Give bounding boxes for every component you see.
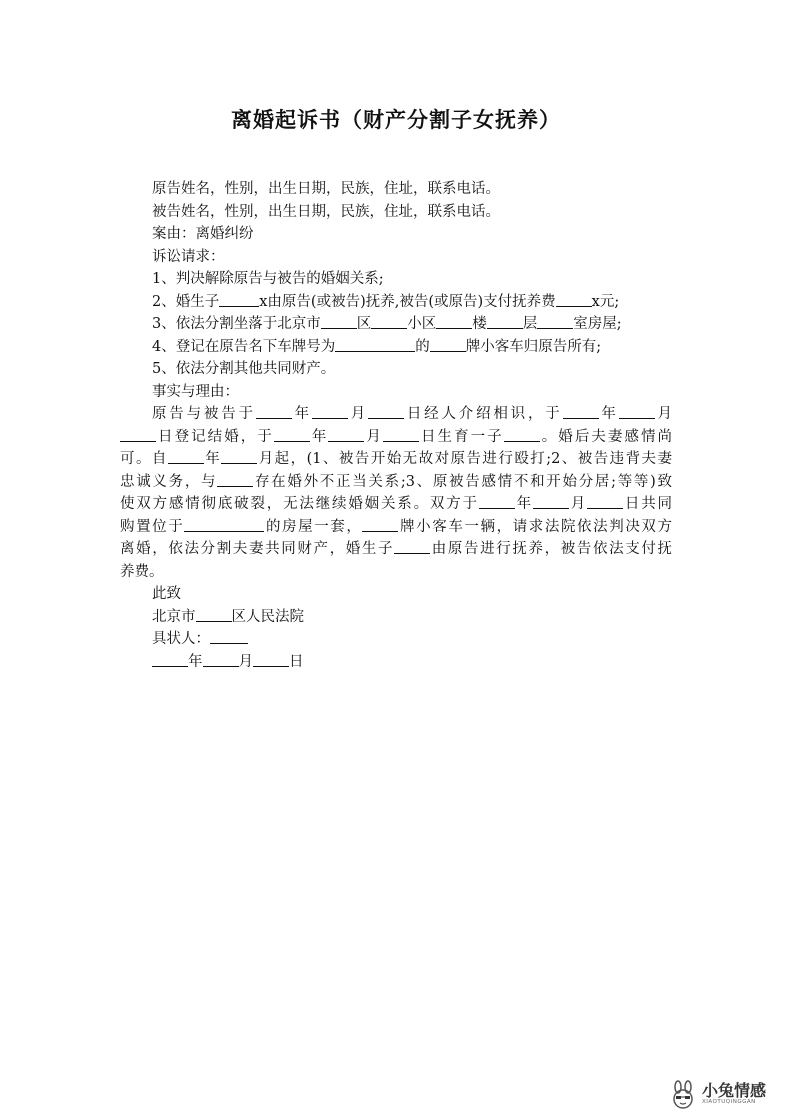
blank-line xyxy=(537,314,573,329)
blank-line xyxy=(321,314,357,329)
blank-line xyxy=(217,472,253,487)
facts-text: 牌小客车一辆，请求法院依法判决双方 xyxy=(398,518,673,535)
document-body xyxy=(120,178,672,673)
facts-text: 忠诚义务，与 xyxy=(120,473,218,490)
date-text: 日 xyxy=(289,653,304,670)
blank-line xyxy=(371,314,407,329)
claim-item-3 xyxy=(120,313,672,336)
blank-line xyxy=(328,427,364,442)
blank-line xyxy=(479,494,515,509)
claim-text: x由原告(或被告)抚养,被告(或原告)支付抚养费 xyxy=(259,293,556,310)
claim-text: 室房屋; xyxy=(573,316,622,332)
blank-line xyxy=(210,629,248,644)
blank-line xyxy=(587,494,623,509)
facts-text: 年 xyxy=(291,406,312,422)
facts-text: 日经人介绍相识，于 xyxy=(404,406,563,422)
blank-line xyxy=(196,607,232,622)
blank-line xyxy=(152,652,188,667)
facts-text: 存在婚外不正当关系;3、原被告感情不和开始分居;等等)致 xyxy=(253,473,673,490)
blank-line xyxy=(362,517,398,532)
facts-text: 年 xyxy=(309,428,329,445)
plaintiff-line: 原告姓名，性别，出生日期，民族，住址，联系电话。 xyxy=(152,181,500,197)
blank-line xyxy=(120,427,156,442)
document-title: 离婚起诉书（财产分割子女抚养） xyxy=(231,108,561,132)
facts-text: 日共同 xyxy=(623,496,673,512)
facts-line-8: 养费。 xyxy=(120,563,164,580)
claim-text: 牌小客车归原告所有; xyxy=(465,338,602,355)
blank-line xyxy=(221,449,257,464)
claim-text: 的 xyxy=(415,338,430,355)
blank-line xyxy=(436,314,472,329)
blank-line xyxy=(168,449,204,464)
facts-line-4 xyxy=(120,471,672,494)
blank-line xyxy=(219,292,259,307)
watermark-sub: XIAOTUQINGGAN xyxy=(702,1099,756,1105)
facts-text: 日登记结婚，于 xyxy=(156,428,274,445)
blank-line xyxy=(394,539,430,554)
facts-text: 离婚，依法分割夫妻共同财产，婚生子 xyxy=(120,541,395,557)
blank-line xyxy=(556,292,592,307)
facts-text: 可。自 xyxy=(120,451,168,467)
court-text: 区人民法院 xyxy=(231,608,304,625)
claim-text: 4、登记在原告名下车牌号为 xyxy=(152,338,336,355)
closing-court xyxy=(120,606,672,629)
facts-text: 月起，(1、被告开始无故对原告进行殴打;2、被告违背夫妻 xyxy=(257,451,672,467)
claim-text: 2、婚生子 xyxy=(152,293,220,310)
facts-line-2 xyxy=(120,426,672,449)
blank-line xyxy=(312,404,348,419)
claim-item-5: 5、依法分割其他共同财产。 xyxy=(152,361,336,377)
facts-text: 月 xyxy=(568,496,588,512)
claim-text: x元; xyxy=(591,293,620,310)
facts-text: 购置位于 xyxy=(120,518,185,535)
facts-line-7 xyxy=(120,538,672,561)
watermark-name: 小兔情感 xyxy=(702,1081,767,1100)
claim-text: 层 xyxy=(522,316,538,332)
facts-line-1 xyxy=(120,403,672,426)
facts-line-3 xyxy=(120,448,672,471)
facts-text: 。婚后夫妻感情尚 xyxy=(539,428,673,445)
facts-text: 月 xyxy=(654,406,673,422)
rabbit-logo-icon xyxy=(668,1080,698,1110)
date-text: 月 xyxy=(238,653,253,670)
facts-text: 月 xyxy=(347,406,369,422)
facts-text: 月 xyxy=(364,428,383,445)
facts-line-5 xyxy=(120,493,672,516)
closing-to: 此致 xyxy=(152,586,181,602)
blank-line xyxy=(430,337,466,352)
watermark xyxy=(668,1078,778,1112)
claims-heading: 诉讼请求： xyxy=(152,248,225,265)
claim-text: 区 xyxy=(356,316,372,332)
facts-text: 由原告进行抚养，被告依法支付抚 xyxy=(430,541,672,557)
claim-item-1: 1、判决解除原告与被告的婚姻关系; xyxy=(152,271,384,287)
blank-line xyxy=(203,652,239,667)
claim-item-2 xyxy=(120,291,672,314)
facts-text: 的房屋一套， xyxy=(264,518,363,535)
blank-line xyxy=(274,427,310,442)
blank-line xyxy=(256,404,292,419)
blank-line xyxy=(253,652,289,667)
claim-text: 小区 xyxy=(407,316,437,332)
facts-line-6 xyxy=(120,516,672,539)
closing-signer xyxy=(120,628,672,651)
claim-text: 3、依法分割坐落于北京市 xyxy=(152,316,321,332)
blank-line xyxy=(563,404,599,419)
court-text: 北京市 xyxy=(152,608,196,625)
facts-heading: 事实与理由： xyxy=(152,383,239,400)
claim-text: 楼 xyxy=(472,316,487,332)
claim-item-4 xyxy=(120,336,672,359)
blank-line xyxy=(184,517,264,532)
facts-text: 年 xyxy=(514,496,533,512)
blank-line xyxy=(533,494,569,509)
closing-date xyxy=(120,651,672,674)
signer-label: 具状人： xyxy=(152,631,210,647)
date-text: 年 xyxy=(188,653,203,670)
blank-line xyxy=(368,404,404,419)
blank-line xyxy=(383,427,419,442)
facts-text: 年 xyxy=(598,406,619,422)
facts-text: 原告与被告于 xyxy=(152,406,256,422)
blank-line xyxy=(504,427,540,442)
facts-text: 使双方感情彻底破裂，无法继续婚姻关系。双方于 xyxy=(120,496,479,512)
facts-text: 日生育一子 xyxy=(418,428,504,445)
blank-line xyxy=(487,314,523,329)
blank-line xyxy=(619,404,655,419)
blank-line xyxy=(335,337,415,352)
case-reason-line: 案由：离婚纠纷 xyxy=(152,226,254,242)
defendant-line: 被告姓名，性别，出生日期，民族，住址，联系电话。 xyxy=(152,203,500,220)
facts-text: 年 xyxy=(203,451,222,467)
